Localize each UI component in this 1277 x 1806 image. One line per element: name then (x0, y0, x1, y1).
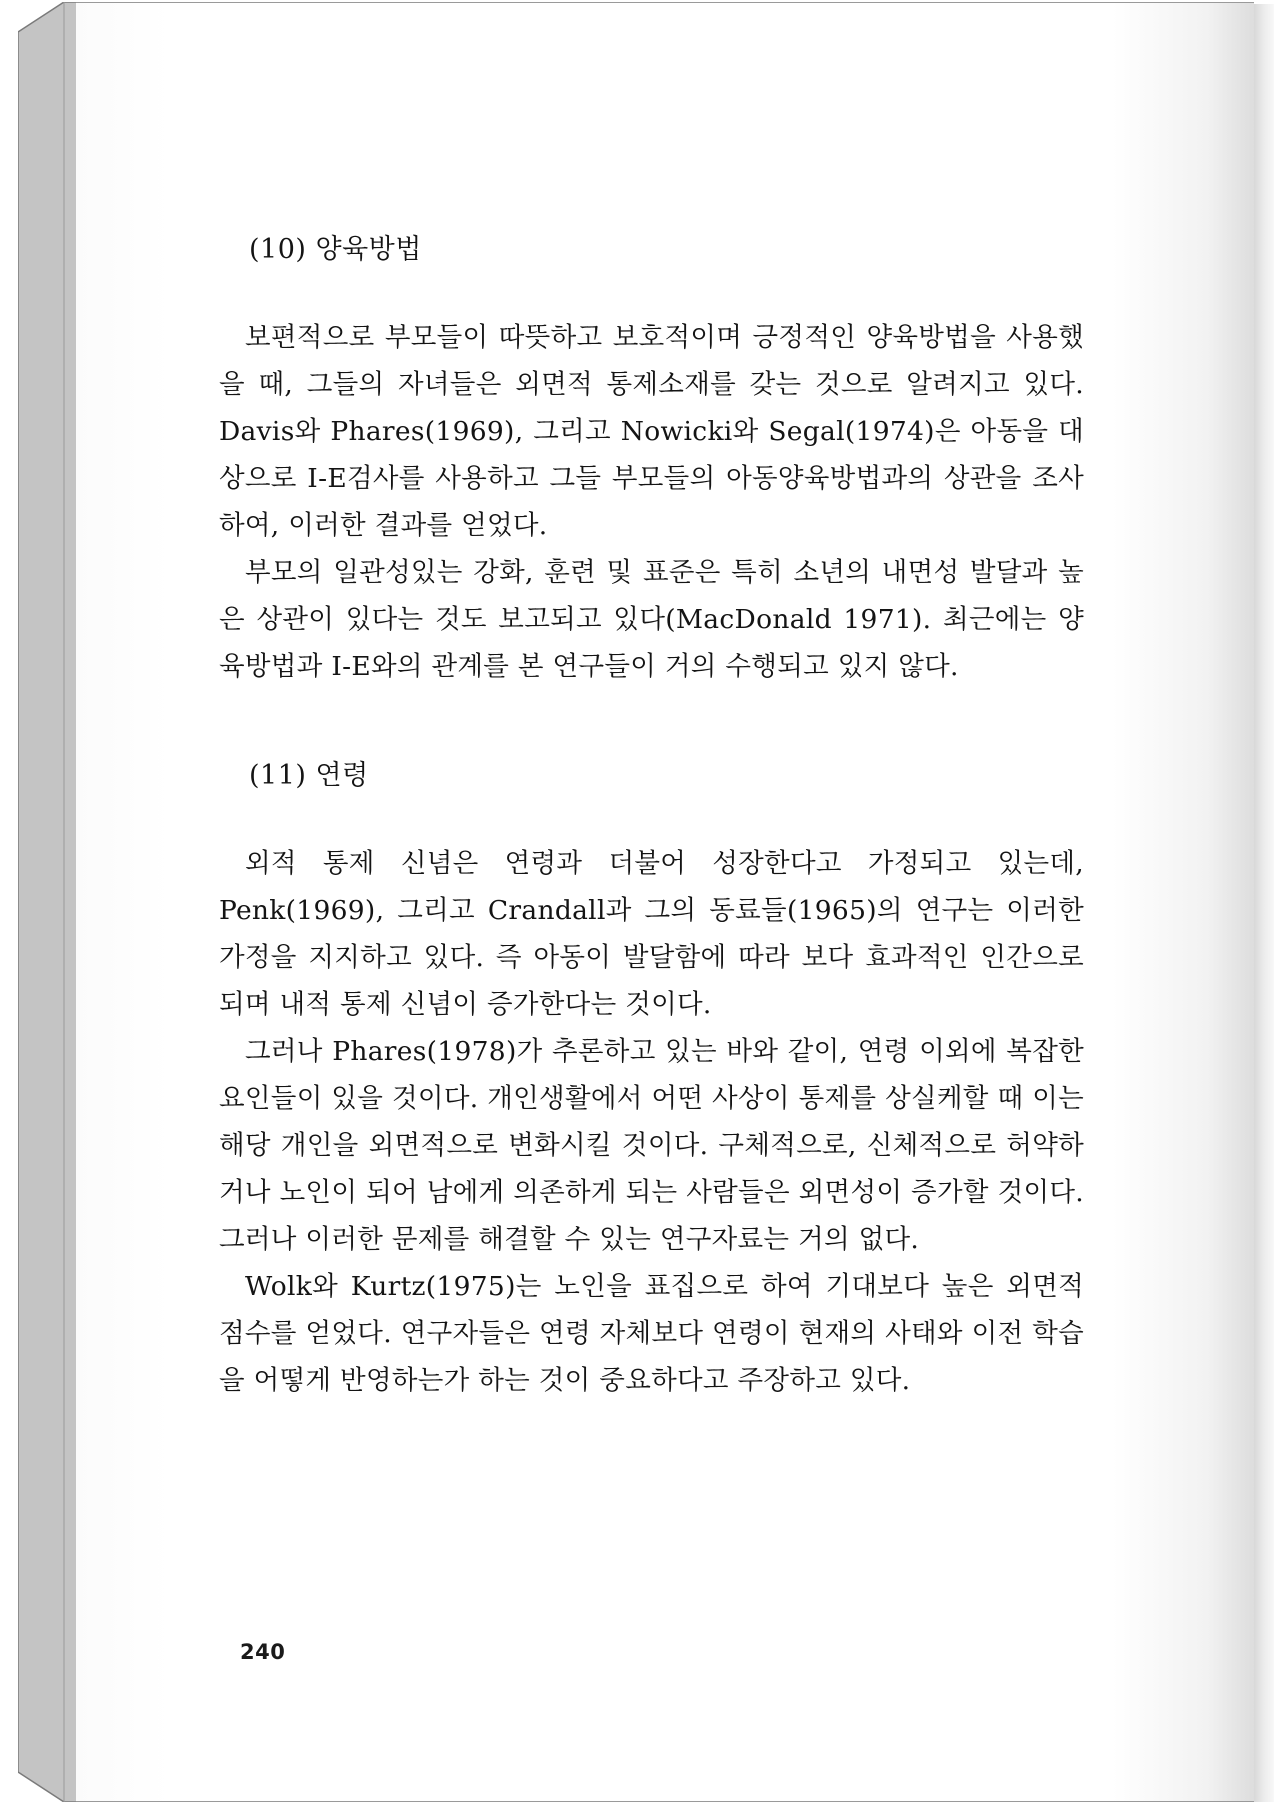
page-edge-shadow (1254, 4, 1274, 1802)
page-content (219, 230, 1084, 1404)
section-body (219, 840, 1084, 1404)
section-heading: (10) 양육방법 (249, 234, 422, 265)
paragraph: 보편적으로 부모들이 따뜻하고 보호적이며 긍정적인 양육방법을 사용했을 때, 그들의 자녀들은 외면적 통제소재를 갖는 것으로 알려지고 있다. Davis와 Phares(1969), 그리고 Nowicki와 Segal(1974)은 아동을 대상으로 I-E검사를 사용하고 그들 부모들의 아동양육방법과의 상관을 조사하여, 이러한 결과를 얻었다. (219, 322, 1084, 541)
book-spine (18, 2, 78, 1802)
book-spine-graphic (18, 2, 78, 1802)
section-heading: (11) 연령 (249, 760, 369, 791)
paragraph: Wolk와 Kurtz(1975)는 노인을 표집으로 하여 기대보다 높은 외면적 점수를 얻었다. 연구자들은 연령 자체보다 연령이 현재의 사태와 이전 학습을 어떻게 반영하는가 하는 것이 중요하다고 주장하고 있다. (219, 1271, 1084, 1396)
paragraph: 외적 통제 신념은 연령과 더불어 성장한다고 가정되고 있는데, Penk(1969), 그리고 Crandall과 그의 동료들(1965)의 연구는 이러한 가정을 지지하고 있다. 즉 아동이 발달함에 따라 보다 효과적인 인간으로 되며 내적 통제 신념이 증가한다는 것이다. (219, 848, 1084, 1020)
section-body (219, 314, 1084, 690)
section-parenting-method (219, 230, 1084, 690)
page-number: 240 (240, 1640, 286, 1664)
section-age (219, 756, 1084, 1404)
paragraph: 그러나 Phares(1978)가 추론하고 있는 바와 같이, 연령 이외에 복잡한 요인들이 있을 것이다. 개인생활에서 어떤 사상이 통제를 상실케할 때 이는 해당 개인을 외면적으로 변화시킬 것이다. 구체적으로, 신체적으로 허약하거나 노인이 되어 남에게 의존하게 되는 사람들은 외면성이 증가할 것이다. 그러나 이러한 문제를 해결할 수 있는 연구자료는 거의 없다. (219, 1036, 1084, 1255)
paragraph: 부모의 일관성있는 강화, 훈련 및 표준은 특히 소년의 내면성 발달과 높은 상관이 있다는 것도 보고되고 있다(MacDonald 1971). 최근에는 양육방법과 I-E와의 관계를 본 연구들이 거의 수행되고 있지 않다. (219, 557, 1084, 682)
